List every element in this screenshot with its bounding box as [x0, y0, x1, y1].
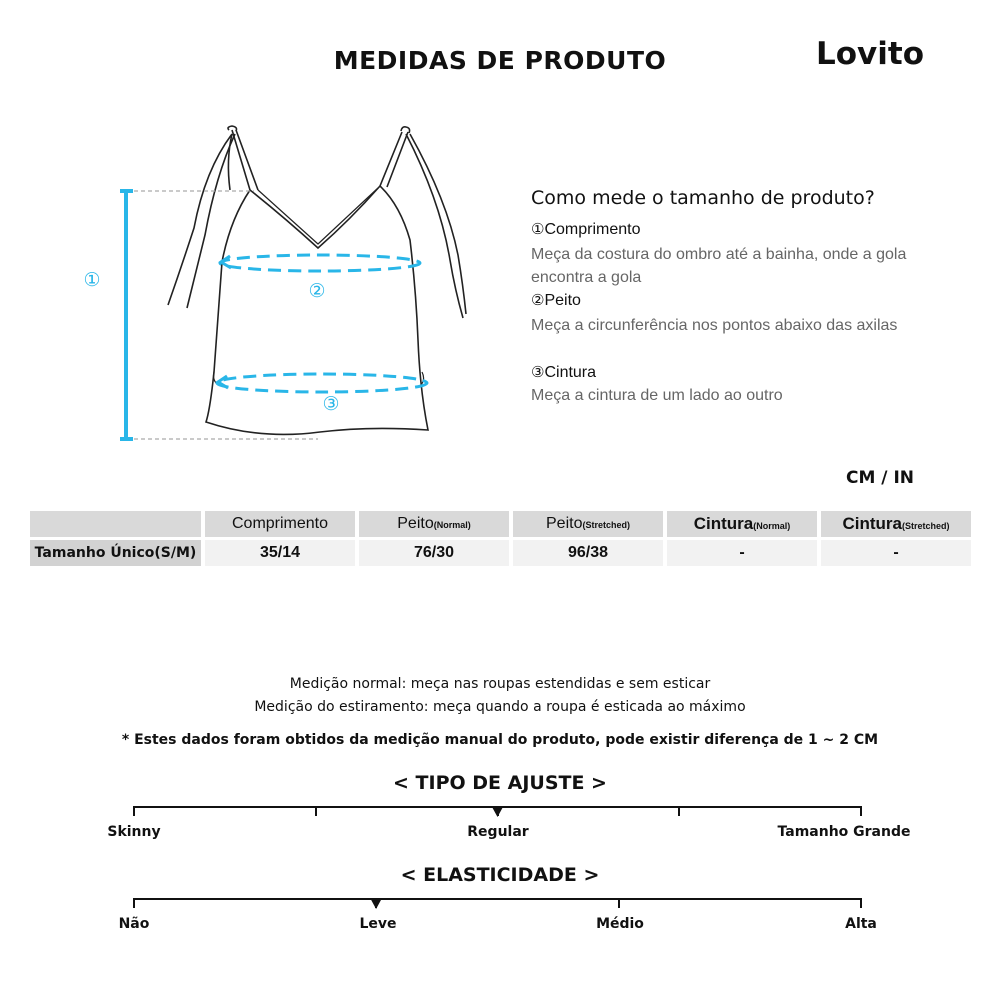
- guide-item-chest-description: Meça a circunferência nos pontos abaixo das axilas: [531, 317, 898, 334]
- guide-item-waist-description: Meça a cintura de um lado ao outro: [531, 387, 783, 404]
- note-disclaimer: * Estes dados foram obtidos da medição manual do produto, pode existir diferença de 1 ~ 2 CM: [121, 732, 879, 748]
- marker-chest: ②: [308, 280, 326, 302]
- marker-waist: ③: [322, 393, 340, 415]
- elasticity-scale-title: < ELASTICIDADE >: [400, 864, 600, 886]
- garment-diagram: [70, 118, 490, 458]
- guide-item-length-title: ①Comprimento: [531, 220, 641, 238]
- table-row: [30, 540, 971, 566]
- marker-length: ①: [83, 269, 101, 291]
- header-length: Comprimento: [205, 511, 355, 537]
- size-table: [26, 508, 975, 569]
- fit-scale-bar: [0, 800, 1000, 820]
- elasticity-label-light: Leve: [359, 916, 397, 932]
- page-title: MEDIDAS DE PRODUTO: [333, 46, 667, 75]
- header-waist-normal: Cintura(Normal): [667, 511, 817, 537]
- elasticity-scale-bar: [0, 892, 1000, 912]
- header-chest-normal: Peito(Normal): [359, 511, 509, 537]
- fit-scale-title: < TIPO DE AJUSTE >: [393, 772, 607, 794]
- size-table-corner: [30, 511, 201, 537]
- value-waist-normal: -: [667, 540, 817, 566]
- elasticity-selected-indicator: [370, 898, 382, 909]
- elasticity-label-medium: Médio: [596, 916, 644, 932]
- guide-heading: Como mede o tamanho de produto?: [531, 187, 875, 209]
- brand-logo: Lovito: [816, 36, 925, 72]
- unit-label: CM / IN: [846, 468, 914, 488]
- guide-item-waist-title: ③Cintura: [531, 363, 597, 381]
- elasticity-label-high: Alta: [845, 916, 877, 932]
- fit-label-oversize: Tamanho Grande: [777, 824, 911, 840]
- value-length: 35/14: [205, 540, 355, 566]
- size-table-header-row: [30, 511, 971, 537]
- elasticity-label-none: Não: [118, 916, 150, 932]
- header-waist-stretched: Cintura(Stretched): [821, 511, 971, 537]
- fit-label-skinny: Skinny: [107, 824, 161, 840]
- value-waist-stretched: -: [821, 540, 971, 566]
- note-stretch: Medição do estiramento: meça quando a roupa é esticada ao máximo: [254, 699, 746, 715]
- guide-item-chest-title: ②Peito: [531, 291, 581, 309]
- garment-body: [206, 186, 428, 434]
- guide-item-length-description: Meça da costura do ombro até a bainha, onde a gola encontra a gola: [531, 246, 907, 286]
- note-normal: Medição normal: meça nas roupas estendidas e sem esticar: [289, 676, 711, 692]
- fit-selected-indicator: [492, 806, 504, 817]
- size-name: Tamanho Único(S/M): [30, 540, 201, 566]
- value-chest-normal: 76/30: [359, 540, 509, 566]
- length-indicator: [120, 191, 133, 439]
- fit-label-regular: Regular: [467, 824, 529, 840]
- header-chest-stretched: Peito(Stretched): [513, 511, 663, 537]
- value-chest-stretched: 96/38: [513, 540, 663, 566]
